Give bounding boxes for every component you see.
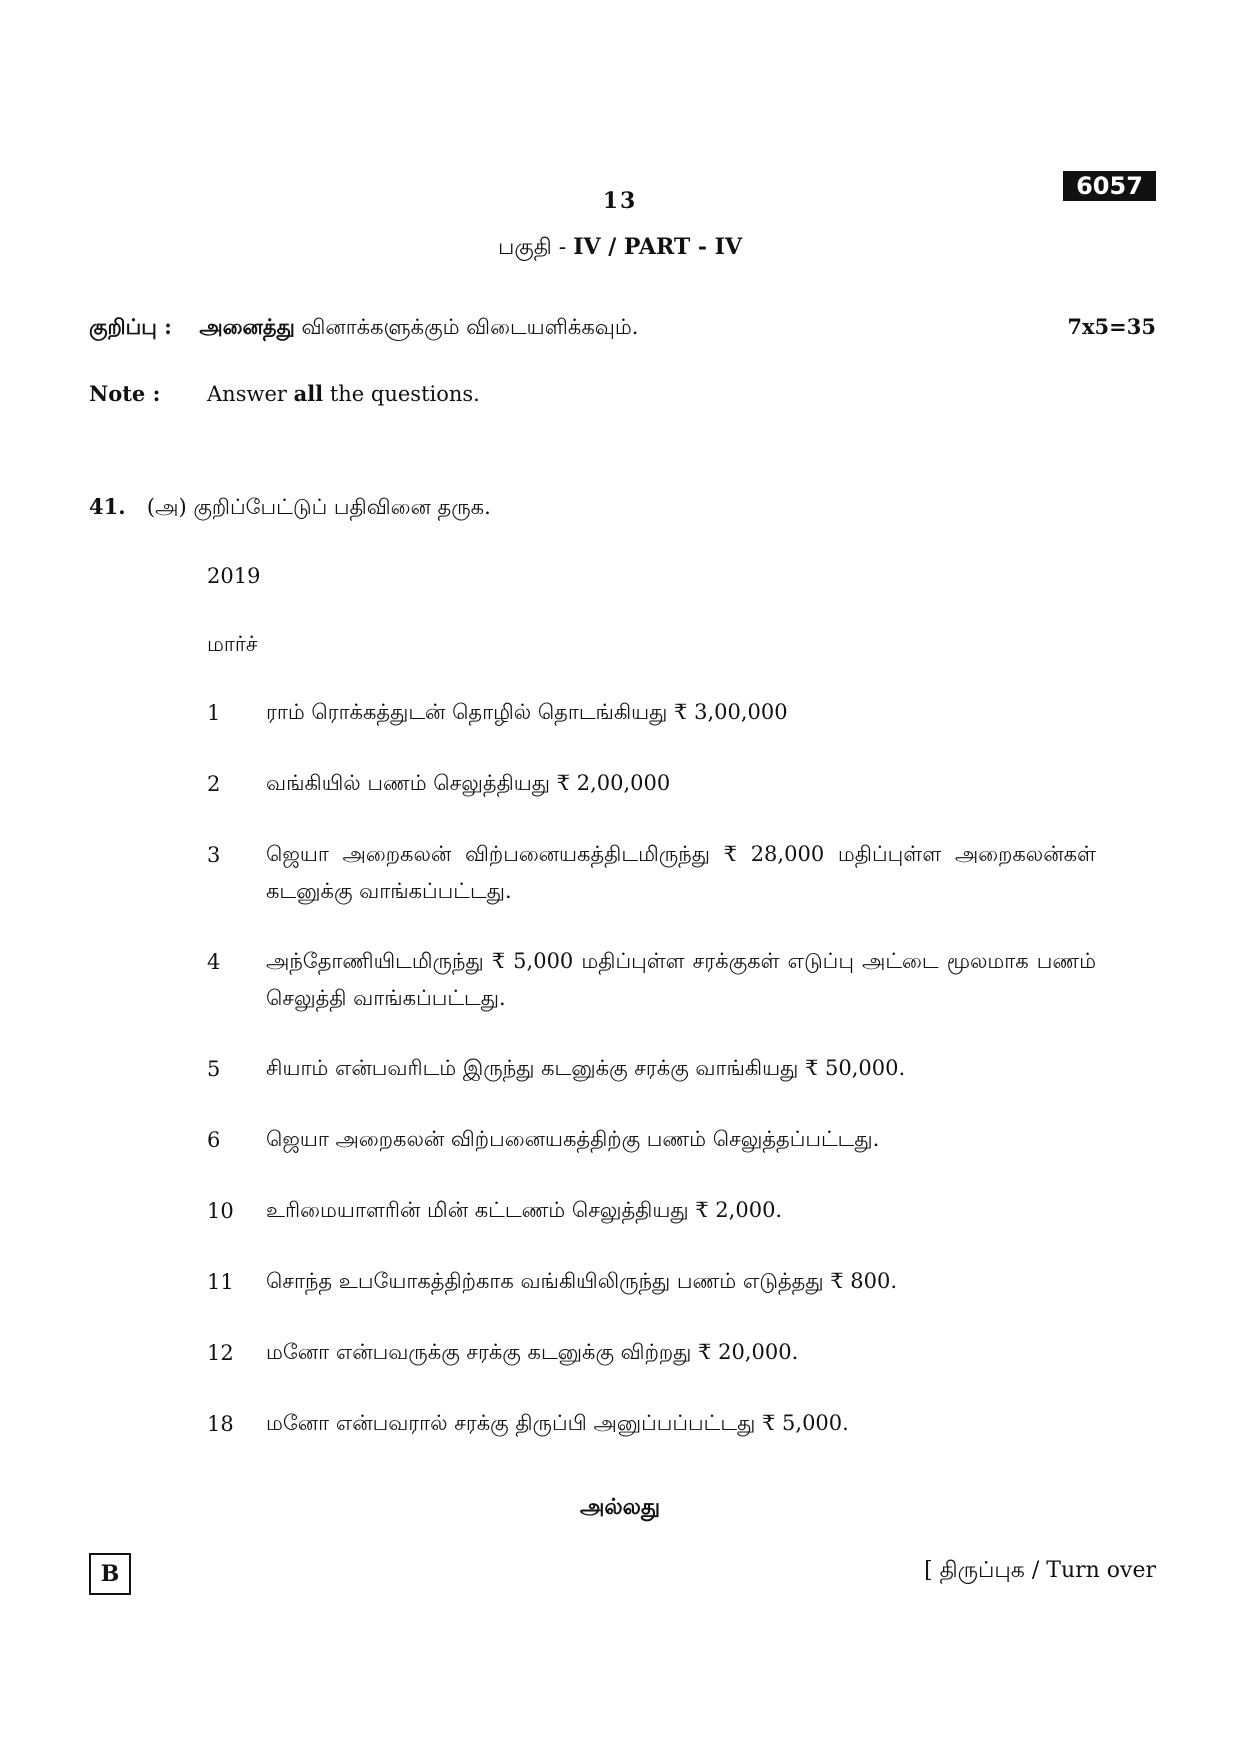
booklet-type-box: B [89,1553,131,1595]
entry-date: 4 [207,950,221,974]
entry-text: ஜெயா அறைகலன் விற்பனையகத்திடமிருந்து ₹ 28,000 மதிப்புள்ள அறைகலன்கள் கடனுக்கு வாங்கப்பட்டது. [266,842,1096,903]
note-english-label: Note : [89,381,161,406]
question-number: 41. [89,494,126,519]
part-heading [0,234,1240,263]
part-heading-tamil: பகுதி - [497,235,574,260]
entry-date: 11 [207,1270,234,1294]
entry-text: சொந்த உபயோகத்திற்காக வங்கியிலிருந்து பணம் எடுத்தது ₹ 800. [266,1269,898,1293]
or-separator: அல்லது [579,1494,661,1520]
note-english [89,381,480,406]
entry-text: ராம் ரொக்கத்துடன் தொழில் தொடங்கியது ₹ 3,00,000 [266,700,788,724]
entry-text: சியாம் என்பவரிடம் இருந்து கடனுக்கு சரக்கு வாங்கியது ₹ 50,000. [266,1056,906,1080]
note-english-pre: Answer [207,382,294,406]
entry-date: 18 [207,1412,234,1436]
entry-date: 3 [207,843,221,867]
note-tamil-rest: வினாக்களுக்கும் விடையளிக்கவும். [294,315,639,339]
question-41 [89,494,491,522]
entry-date: 6 [207,1128,221,1152]
entry-text: வங்கியில் பணம் செலுத்தியது ₹ 2,00,000 [266,771,671,795]
entry-date: 2 [207,772,221,796]
note-tamil [89,314,638,342]
journal-year: 2019 [207,564,261,588]
question-text: குறிப்பேட்டுப் பதிவினை தருக. [193,495,491,519]
entry-date: 12 [207,1341,234,1365]
entry-date: 1 [207,701,221,725]
entry-text: ஜெயா அறைகலன் விற்பனையகத்திற்கு பணம் செலுத்தப்பட்டது. [266,1127,880,1151]
note-tamil-bold: அனைத்து [199,314,295,339]
journal-month: மார்ச் [207,632,258,656]
paper-code: 6057 [1063,171,1156,201]
note-english-post: the questions. [323,382,480,406]
note-tamil-label: குறிப்பு : [89,314,172,339]
question-option: (அ) [146,495,187,519]
entry-text: மனோ என்பவரால் சரக்கு திருப்பி அனுப்பப்பட்டது ₹ 5,000. [266,1411,849,1435]
part-heading-bold: IV / PART - IV [573,234,743,260]
note-english-bold: all [293,381,324,406]
turn-over-note: [ திருப்புக / Turn over [924,1558,1156,1583]
page-number: 13 [602,188,638,214]
marks-allocation: 7x5=35 [1067,314,1156,339]
entry-text: மனோ என்பவருக்கு சரக்கு கடனுக்கு விற்றது ₹ 20,000. [266,1340,799,1364]
entry-date: 5 [207,1057,221,1081]
entry-text: உரிமையாளரின் மின் கட்டணம் செலுத்தியது ₹ 2,000. [266,1198,783,1222]
entry-date: 10 [207,1199,234,1223]
entry-text: அந்தோணியிடமிருந்து ₹ 5,000 மதிப்புள்ள சரக்குகள் எடுப்பு அட்டை மூலமாக பணம் செலுத்தி வாங்கப்பட்டது. [266,949,1096,1010]
